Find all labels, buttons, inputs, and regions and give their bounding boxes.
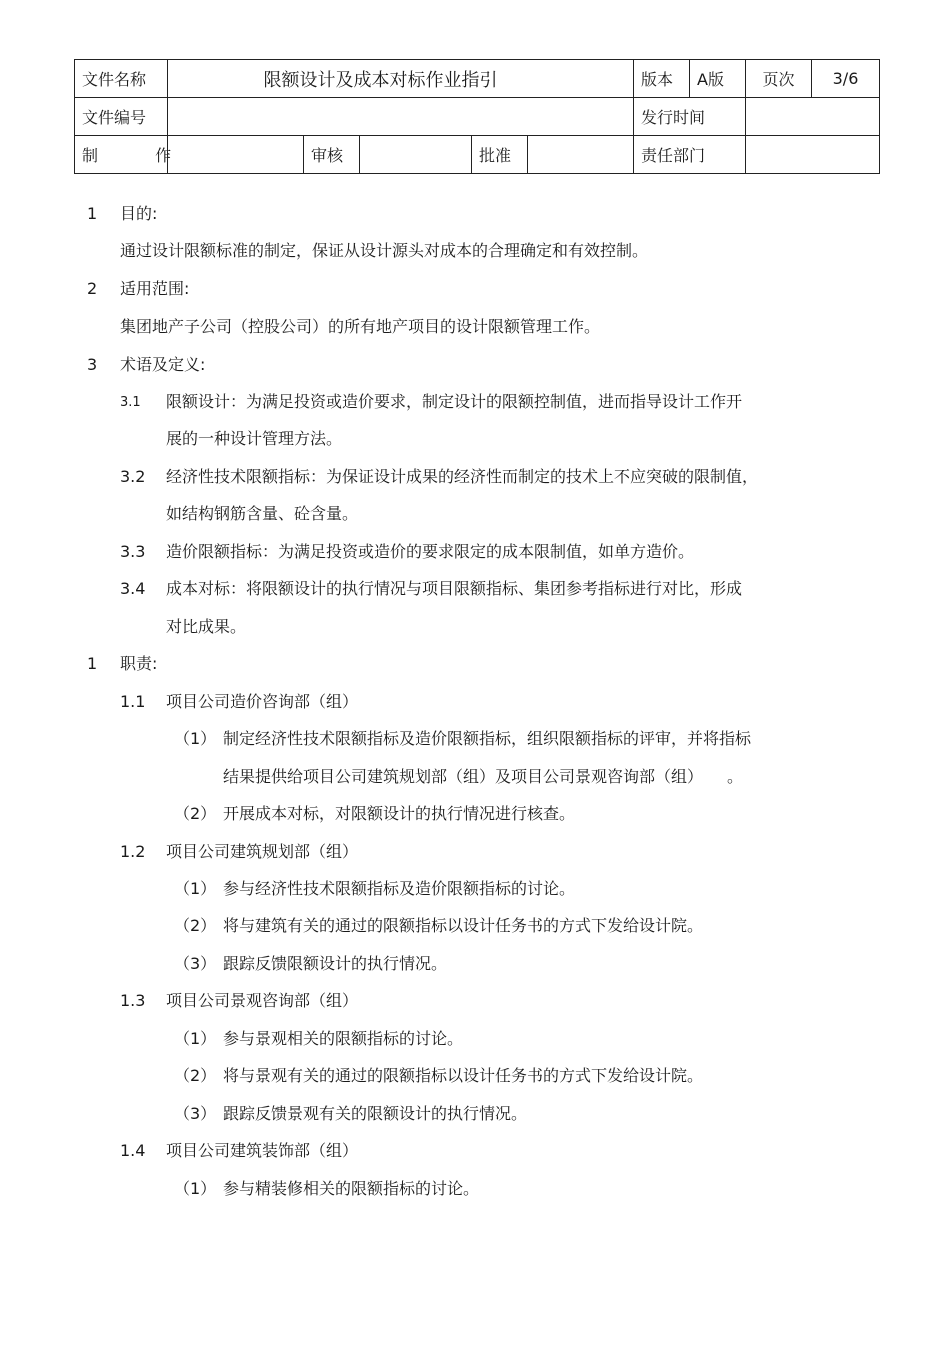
header-row-1 [75,60,880,98]
list-item-number: （2） [174,804,217,823]
list-item-text: 制定经济性技术限额指标及造价限额指标，组织限额指标的评审，并将指标 [223,729,752,748]
section-heading-scope: 适用范围: [120,279,190,298]
subsection-number: 1.4 [120,1141,146,1160]
subsection-number: 3.1 [120,395,141,410]
file-name-label: 文件名称 [75,60,168,98]
document-title: 限额设计及成本对标作业指引 [168,60,634,98]
section-number: 1 [87,204,98,223]
section-heading-definitions: 术语及定义: [120,355,206,374]
subsection-number: 1.2 [120,842,146,861]
header-row-2 [75,98,880,136]
list-item-text: 将与景观有关的通过的限额指标以设计任务书的方式下发给设计院。 [223,1066,704,1085]
header-row-3 [75,136,880,174]
issue-date-value [746,98,880,136]
list-item-number: （1） [174,1179,217,1198]
list-item-number: （3） [174,954,217,973]
page-number: 3/6 [812,60,880,98]
dept-value [746,136,880,174]
paragraph-text: 集团地产子公司（控股公司）的所有地产项目的设计限额管理工作。 [120,317,601,336]
section-number: 1 [87,654,98,673]
list-item-text: 跟踪反馈景观有关的限额设计的执行情况。 [223,1104,528,1123]
file-no-value [168,98,634,136]
subsection-title: 项目公司景观咨询部（组） [166,991,359,1010]
list-item-text: 参与景观相关的限额指标的讨论。 [223,1029,464,1048]
subsection-title: 项目公司建筑规划部（组） [166,842,359,861]
list-item-number: （1） [174,729,217,748]
subsection-number: 1.1 [120,692,146,711]
page-label: 页次 [746,60,812,98]
subsection-number: 3.3 [120,542,146,561]
definition-text: 限额设计：为满足投资或造价要求，制定设计的限额控制值，进而指导设计工作开 [166,392,743,411]
list-item-text: 参与精装修相关的限额指标的讨论。 [223,1179,480,1198]
list-item-number: （1） [174,879,217,898]
review-value [360,136,472,174]
section-number: 2 [87,279,98,298]
list-item-text: 将与建筑有关的通过的限额指标以设计任务书的方式下发给设计院。 [223,916,704,935]
list-item-text: 开展成本对标，对限额设计的执行情况进行核查。 [223,804,576,823]
version-label: 版本 [634,60,690,98]
definition-text: 展的一种设计管理方法。 [166,429,343,448]
list-item-number: （2） [174,1066,217,1085]
subsection-title: 项目公司建筑装饰部（组） [166,1141,359,1160]
list-item-text: 跟踪反馈限额设计的执行情况。 [223,954,448,973]
definition-text: 对比成果。 [166,617,247,636]
paragraph-text: 通过设计限额标准的制定，保证从设计源头对成本的合理确定和有效控制。 [120,241,649,260]
subsection-number: 3.2 [120,467,146,486]
subsection-number: 1.3 [120,991,146,1010]
approve-label: 批准 [472,136,528,174]
file-no-label: 文件编号 [75,98,168,136]
section-number: 3 [87,355,98,374]
version-value: A版 [690,60,746,98]
approve-value [528,136,634,174]
subsection-title: 项目公司造价咨询部（组） [166,692,359,711]
definition-text: 经济性技术限额指标：为保证设计成果的经济性而制定的技术上不应突破的限制值， [166,467,759,486]
made-by-label: 制 作 [75,136,168,174]
list-item-text: 结果提供给项目公司建筑规划部（组）及项目公司景观咨询部（组） 。 [223,767,744,786]
section-heading-purpose: 目的: [120,204,158,223]
definition-text: 造价限额指标：为满足投资或造价的要求限定的成本限制值，如单方造价。 [166,542,695,561]
definition-text: 如结构钢筋含量、砼含量。 [166,504,359,523]
subsection-number: 3.4 [120,579,146,598]
list-item-text: 参与经济性技术限额指标及造价限额指标的讨论。 [223,879,576,898]
list-item-number: （1） [174,1029,217,1048]
review-label: 审核 [304,136,360,174]
issue-date-label: 发行时间 [634,98,746,136]
list-item-number: （2） [174,916,217,935]
list-item-number: （3） [174,1104,217,1123]
document-header-table [74,59,880,174]
dept-label: 责任部门 [634,136,746,174]
section-heading-responsibilities: 职责: [120,654,158,673]
definition-text: 成本对标：将限额设计的执行情况与项目限额指标、集团参考指标进行对比，形成 [166,579,743,598]
